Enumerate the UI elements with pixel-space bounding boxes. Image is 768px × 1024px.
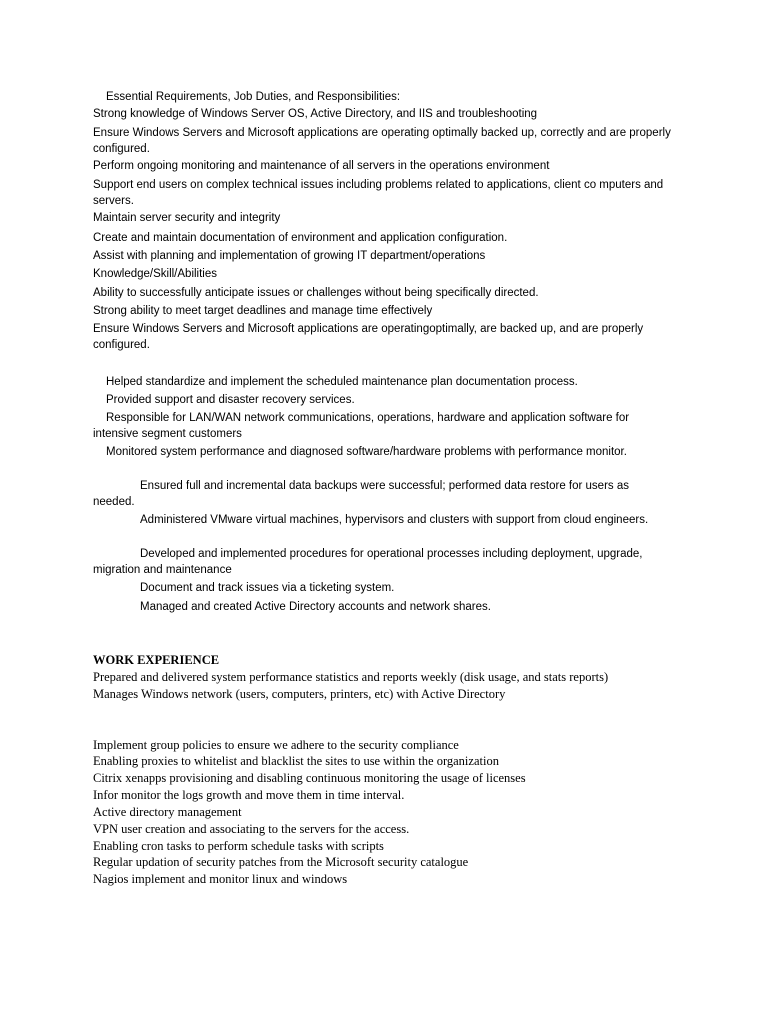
- task-item: Enabling proxies to whitelist and blacklist the sites to use within the organization: [93, 754, 499, 768]
- duty-item: Managed and created Active Directory accounts and network shares.: [140, 601, 491, 613]
- duty-item: Ensured full and incremental data backups were successful; performed data restore for users as needed.: [93, 480, 629, 508]
- requirement-item: Support end users on complex technical issues including problems related to applications, client co mputers and servers.: [93, 179, 664, 207]
- requirement-item: Perform ongoing monitoring and maintenance of all servers in the operations environment: [93, 160, 550, 172]
- requirement-item: Create and maintain documentation of environment and application configuration.: [93, 232, 508, 244]
- task-item: Nagios implement and monitor linux and windows: [93, 872, 348, 886]
- duty-item: Provided support and disaster recovery services.: [106, 394, 355, 406]
- duty-item: Developed and implemented procedures for operational processes including deployment, upgrade, migration and maintenance: [93, 548, 643, 576]
- task-item: Enabling cron tasks to perform schedule tasks with scripts: [93, 839, 384, 853]
- duty-item: Monitored system performance and diagnosed software/hardware problems with performance monitor.: [106, 446, 627, 458]
- requirement-item: Ensure Windows Servers and Microsoft applications are operatingoptimally, are backed up, and are properly configured.: [93, 323, 644, 351]
- requirement-item: Ability to successfully anticipate issues or challenges without being specifically directed.: [93, 287, 539, 299]
- requirement-item: Maintain server security and integrity: [93, 212, 281, 224]
- work-experience-item: Manages Windows network (users, computers, printers, etc) with Active Directory: [93, 687, 506, 701]
- task-item: VPN user creation and associating to the servers for the access.: [93, 822, 410, 836]
- duty-item: Helped standardize and implement the scheduled maintenance plan documentation process.: [106, 376, 578, 388]
- task-item: Implement group policies to ensure we adhere to the security compliance: [93, 738, 459, 752]
- requirement-item: Strong knowledge of Windows Server OS, Active Directory, and IIS and troubleshooting: [93, 108, 538, 120]
- task-item: Regular updation of security patches from the Microsoft security catalogue: [93, 855, 469, 869]
- requirement-item: Assist with planning and implementation of growing IT department/operations: [93, 250, 486, 262]
- duty-item: Responsible for LAN/WAN network communications, operations, hardware and application software for intensive segment customers: [93, 412, 630, 440]
- work-experience-heading: WORK EXPERIENCE: [93, 653, 220, 667]
- duty-item: Document and track issues via a ticketing system.: [140, 582, 395, 594]
- requirement-item: Strong ability to meet target deadlines and manage time effectively: [93, 305, 433, 317]
- requirement-item: Ensure Windows Servers and Microsoft applications are operating optimally backed up, correctly and are properly configured.: [93, 127, 671, 155]
- duty-item: Administered VMware virtual machines, hypervisors and clusters with support from cloud engineers.: [140, 514, 649, 526]
- work-experience-item: Prepared and delivered system performance statistics and reports weekly (disk usage, and stats reports): [93, 670, 609, 684]
- skills-subheading: Knowledge/Skill/Abilities: [93, 268, 218, 280]
- task-item: Citrix xenapps provisioning and disabling continuous monitoring the usage of licenses: [93, 771, 526, 785]
- task-item: Active directory management: [93, 805, 242, 819]
- task-item: Infor monitor the logs growth and move them in time interval.: [93, 788, 405, 802]
- requirements-heading: Essential Requirements, Job Duties, and Responsibilities:: [106, 91, 401, 103]
